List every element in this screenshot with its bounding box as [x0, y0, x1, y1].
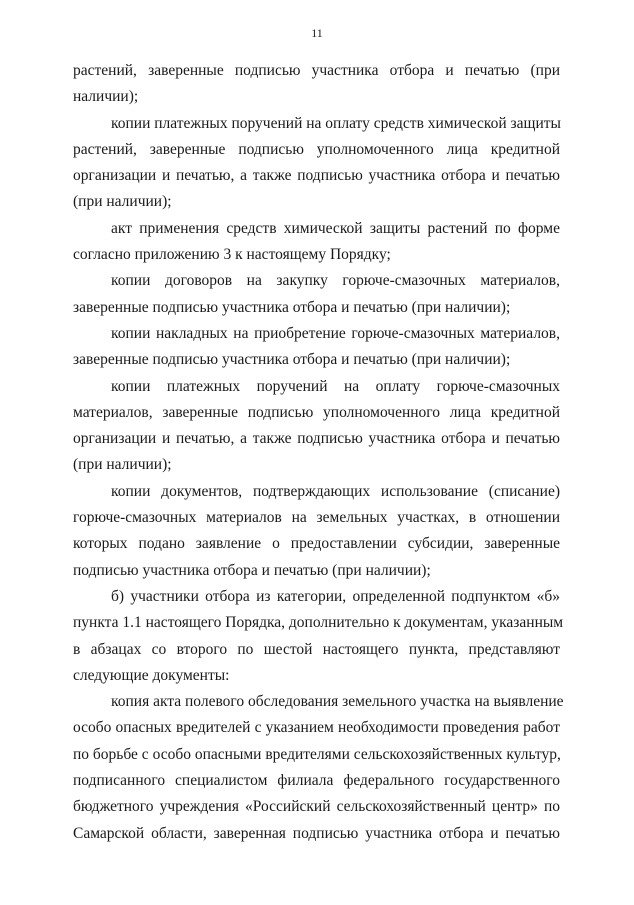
text-line: копии платежных поручений на оплату горюче-смазочных — [111, 377, 560, 395]
text-line: организации и печатью, а также подписью участника отбора и печатью — [73, 430, 560, 448]
text-line: акт применения средств химической защиты растений по форме — [111, 219, 560, 237]
text-line: Самарской области, заверенная подписью участника отбора и печатью — [73, 824, 560, 842]
text-line: наличии); — [73, 88, 139, 106]
paragraph — [73, 321, 560, 374]
text-line: подписанного специалистом филиала федерального государственного — [73, 772, 560, 790]
text-line: следующие документы: — [73, 666, 230, 684]
document-body — [73, 58, 564, 847]
paragraph — [73, 479, 560, 584]
text-line: особо опасных вредителей с указанием необходимости проведения работ — [73, 719, 560, 737]
text-line: копии платежных поручений на оплату средств химической защиты — [111, 114, 561, 132]
text-line: горюче-смазочных материалов на земельных участках, в отношении — [73, 509, 560, 527]
text-line: организации и печатью, а также подписью участника отбора и печатью — [73, 167, 560, 185]
text-line: растений, заверенные подписью уполномоченного лица кредитной — [73, 140, 560, 158]
text-line: растений, заверенные подписью участника отбора и печатью (при — [73, 62, 560, 79]
text-line: в абзацах со второго по шестой настоящего пункта, представляют — [73, 640, 560, 658]
text-line: пункта 1.1 настоящего Порядка, дополнительно к документам, указанным — [73, 614, 564, 632]
text-line: подписью участника отбора и печатью (при наличии); — [73, 561, 431, 579]
page-number: 11 — [311, 26, 323, 40]
paragraph — [73, 584, 564, 689]
text-line: бюджетного учреждения «Российский сельскохозяйственный центр» по — [73, 798, 560, 816]
paragraph — [73, 58, 560, 111]
text-line: заверенные подписью участника отбора и печатью (при наличии); — [73, 298, 511, 316]
paragraph — [73, 216, 560, 269]
text-line: (при наличии); — [73, 456, 172, 474]
paragraph — [73, 374, 560, 479]
text-line: материалов, заверенные подписью уполномоченного лица кредитной — [73, 403, 560, 421]
text-line: по борьбе с особо опасными вредителями сельскохозяйственных культур, — [73, 745, 561, 763]
text-line: копии накладных на приобретение горюче-смазочных материалов, — [111, 324, 560, 342]
paragraph — [73, 268, 560, 321]
text-line: согласно приложению 3 к настоящему Порядку; — [73, 246, 391, 264]
text-line: копия акта полевого обследования земельного участка на выявление — [111, 693, 564, 711]
text-line: б) участники отбора из категории, определенной подпунктом «б» — [111, 587, 560, 605]
text-line: которых подано заявление о предоставлении субсидии, заверенные — [73, 535, 560, 553]
text-line: (при наличии); — [73, 193, 172, 211]
text-line: копии документов, подтверждающих использование (списание) — [111, 482, 560, 500]
text-line: копии договоров на закупку горюче-смазочных материалов, — [111, 272, 560, 290]
paragraph — [73, 111, 560, 216]
text-line: заверенные подписью участника отбора и печатью (при наличии); — [73, 351, 511, 369]
paragraph — [73, 689, 564, 847]
